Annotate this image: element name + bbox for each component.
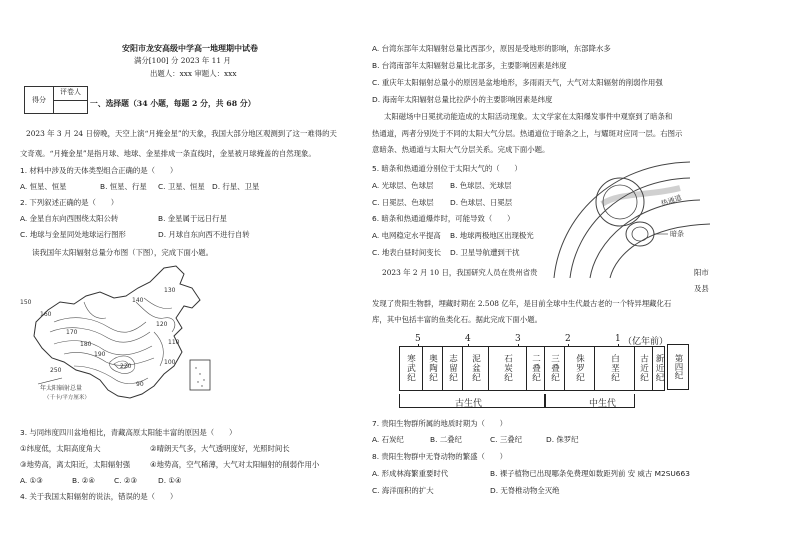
q4-option-d[interactable]: D. 海南年太阳辐射总量比拉萨小的主要影响因素是纬度 [372,95,553,104]
isoline-label: 160 [40,311,52,318]
q5-option-b[interactable]: B. 色球层、光球层 [450,181,512,190]
dark-filament-label: 暗条 [670,230,684,238]
q8-stem: 8. 贵阳生物群中无脊动物的繁盛（ ） [372,452,508,461]
hot-channel-label: 热通道 [660,193,683,208]
period-carboniferous: 石炭纪 [489,346,527,391]
period-jurassic: 侏罗纪 [565,346,595,391]
period-silurian: 志留纪 [443,346,463,391]
geologic-timescale [399,334,669,414]
era-paleozoic: 古生代 [455,399,483,409]
q6-stem: 6. 暗条和热通道爆炸时，可能导致（ ） [372,214,515,223]
timescale-unit: （亿年前） [623,337,669,347]
q7-stem: 7. 贵阳生物群所属的地质时期为（ ） [372,419,508,428]
sun-intro-3: 意暗条、热通道与太阳大气分层关系。完成下面小题。 [372,145,550,154]
china-outline [34,266,200,398]
isoline-label: 140 [132,297,144,304]
solar-radiation-map [14,262,226,422]
q6-option-a[interactable]: A. 电网稳定水平提高 [372,231,441,240]
intro-line-2: 文奇观。“月掩金星”是指月球、地球、金星排成一条直线时，金星被月球掩盖的自然现象。 [20,149,316,158]
q4-option-b[interactable]: B. 台湾南部年太阳辐射总量比北部多，主要影响因素是纬度 [372,61,567,70]
grader-cell [54,87,87,101]
isoline-label: 120 [156,321,168,328]
isoline-label: 170 [66,329,78,336]
score-table [24,86,88,114]
timescale-number: 4 [465,334,471,344]
q2-option-b[interactable]: B. 金星属于远日行星 [158,214,227,223]
q7-option-d[interactable]: D. 侏罗纪 [546,435,579,444]
sun-intro-1: 太阳磁场中日冕扰动能造成的太阳活动现象。太文学家在太阳爆发事件中观察到了暗条和 [384,112,673,121]
timescale-number: 1 [615,334,621,344]
timescale-number: 2 [565,334,571,344]
q8-option-c[interactable]: C. 海洋面积的扩大 [372,486,434,495]
q5-option-a[interactable]: A. 光球层、色球层 [372,181,434,190]
isoline-label: 250 [50,367,62,374]
grader-label: 评卷人 [60,88,81,96]
q3-stem: 3. 与同纬度四川盆地相比，青藏高原太阳能丰富的原因是（ ） [20,428,237,437]
q3-item-3: ③地势高，离太阳近，太阳辐射强 [20,460,131,469]
sun-intro-2: 热通道，两者分别处于不同的太阳大气分层。热通道位于暗条之上，与耀斑对应同一层。右图示 [372,129,683,138]
isoline-label: 150 [20,299,32,306]
q5-option-d[interactable]: D. 色球层、日冕层 [450,198,513,207]
q6-option-b[interactable]: B. 地球两极地区出现极光 [450,231,534,240]
q1-option-d[interactable]: D. 行星、卫星 [212,182,260,191]
q8-option-a[interactable]: A. 形成林海繁重要时代 [372,469,449,478]
timescale-number: 5 [415,334,421,344]
map-intro: 读我国年太阳辐射总量分布图（下图），完成下面小题。 [32,248,214,257]
period-ordovician: 奥陶纪 [423,346,443,391]
map-legend-title: 年太阳辐射总量 [40,385,83,392]
q1-stem: 1. 材料中涉及的天体类型组合正确的是（ ） [20,166,178,175]
q3-option-a[interactable]: A. ①③ [20,476,43,485]
q1-option-c[interactable]: C. 卫星、恒星 [158,182,205,191]
exam-meta: 满分[100] 分 2023 年 11 月 [134,56,231,65]
q2-option-d[interactable]: D. 月球自东向西不进行自转 [158,230,250,239]
q3-option-c[interactable]: C. ②③ [114,476,138,485]
q4-option-a[interactable]: A. 台湾东部年太阳辐射总量比西部少，原因是受地形的影响，东部降水多 [372,44,611,53]
q1-option-a[interactable]: A. 恒星、恒星 [20,182,67,191]
q2-option-a[interactable]: A. 金星自东向西围绕太阳公转 [20,214,119,223]
period-neogene: 新近纪 [654,354,664,383]
q5-option-c[interactable]: C. 日冕层、色球层 [372,198,434,207]
q4-option-c[interactable]: C. 重庆年太阳辐射总量小的原因是盆地地形，多雨雨天气，大气对太阳辐射的削弱作用强 [372,78,663,87]
q3-option-b[interactable]: B. ②④ [72,476,96,485]
isoline-label: 190 [94,351,106,358]
q7-option-b[interactable]: B. 二叠纪 [430,435,462,444]
q3-item-2: ②晴朗天气多，大气透明度好，光照时间长 [150,444,290,453]
period-devonian: 泥盆纪 [463,346,489,391]
fossil-intro-2: 发现了贵阳生物群，埋藏时期在 2.508 亿年，是目前全球中生代最古老的一个特异埋藏化石 [372,299,672,308]
exam-title: 安阳市龙安高级中学高一地理期中试卷 [122,43,258,53]
q7-option-c[interactable]: C. 三叠纪 [490,435,523,444]
timescale-number: 3 [515,334,521,344]
q8-option-b[interactable]: B. 裸子植物已出现哪条免费理如数距列前 安 威古 M2SU663 [490,469,690,478]
isoline-label: 180 [80,341,92,348]
q1-option-b[interactable]: B. 恒星、行星 [100,182,147,191]
isoline-label: 100 [164,359,176,366]
q2-stem: 2. 下列叙述正确的是（ ） [20,198,119,207]
south-china-sea-inset [190,360,210,390]
sun-structure-diagram [550,158,728,280]
q3-item-4: ④地势高，空气稀薄，大气对太阳辐射的削弱作用小 [150,460,320,469]
q4-stem: 4. 关于我国太阳辐射的说法，错误的是（ ） [20,492,178,501]
map-legend-unit: （千卡/平方厘米） [44,395,90,401]
era-mesozoic: 中生代 [589,399,617,409]
isoline-label: 110 [168,339,180,346]
isoline-label: 90 [136,381,144,388]
period-permian: 二叠纪 [527,346,545,391]
intro-line-1: 2023 年 3 月 24 日傍晚，天空上演“月掩金星”的天象，我国大部分地区观测到了这一难得的天 [26,129,337,138]
q3-item-1: ①纬度低，太阳高度角大 [20,444,101,453]
q3-option-d[interactable]: D. ①④ [158,476,182,485]
table-divider [54,100,87,101]
q6-option-c[interactable]: C. 地表白昼时间变长 [372,248,441,257]
q7-option-a[interactable]: A. 石炭纪 [372,435,404,444]
period-cambrian: 寒武纪 [399,346,423,391]
fossil-intro-place: 阳市 [694,268,709,277]
fossil-intro-3: 库，其中包括丰富的鱼类化石。据此完成下面小题。 [372,315,542,324]
q6-option-d[interactable]: D. 卫星导航遭到干扰 [450,248,520,257]
period-triassic: 三叠纪 [545,346,565,391]
section-title: 一、选择题（34 小题，每题 2 分，共 68 分） [90,99,256,108]
q5-stem: 5. 暗条和热通道分别位于太阳大气的（ ） [372,164,522,173]
score-cell: 得分 [25,87,54,113]
isoline-label: 220 [120,363,132,370]
period-quaternary: 第四纪 [667,344,689,390]
period-paleogene: 古近纪 [635,346,653,391]
exam-authors: 出题人：xxx 审题人：xxx [150,69,237,78]
isoline-label: 130 [164,287,176,294]
fossil-intro-1: 2023 年 2 月 10 日，我国研究人员在贵州省贵 [382,268,538,277]
q2-option-c[interactable]: C. 地球与金星同处地球运行图形 [20,230,126,239]
period-cretaceous: 白垩纪 [595,346,635,391]
q8-option-d[interactable]: D. 无脊椎动物全灭绝 [490,486,560,495]
fossil-intro-place-2: 及县 [694,284,709,293]
